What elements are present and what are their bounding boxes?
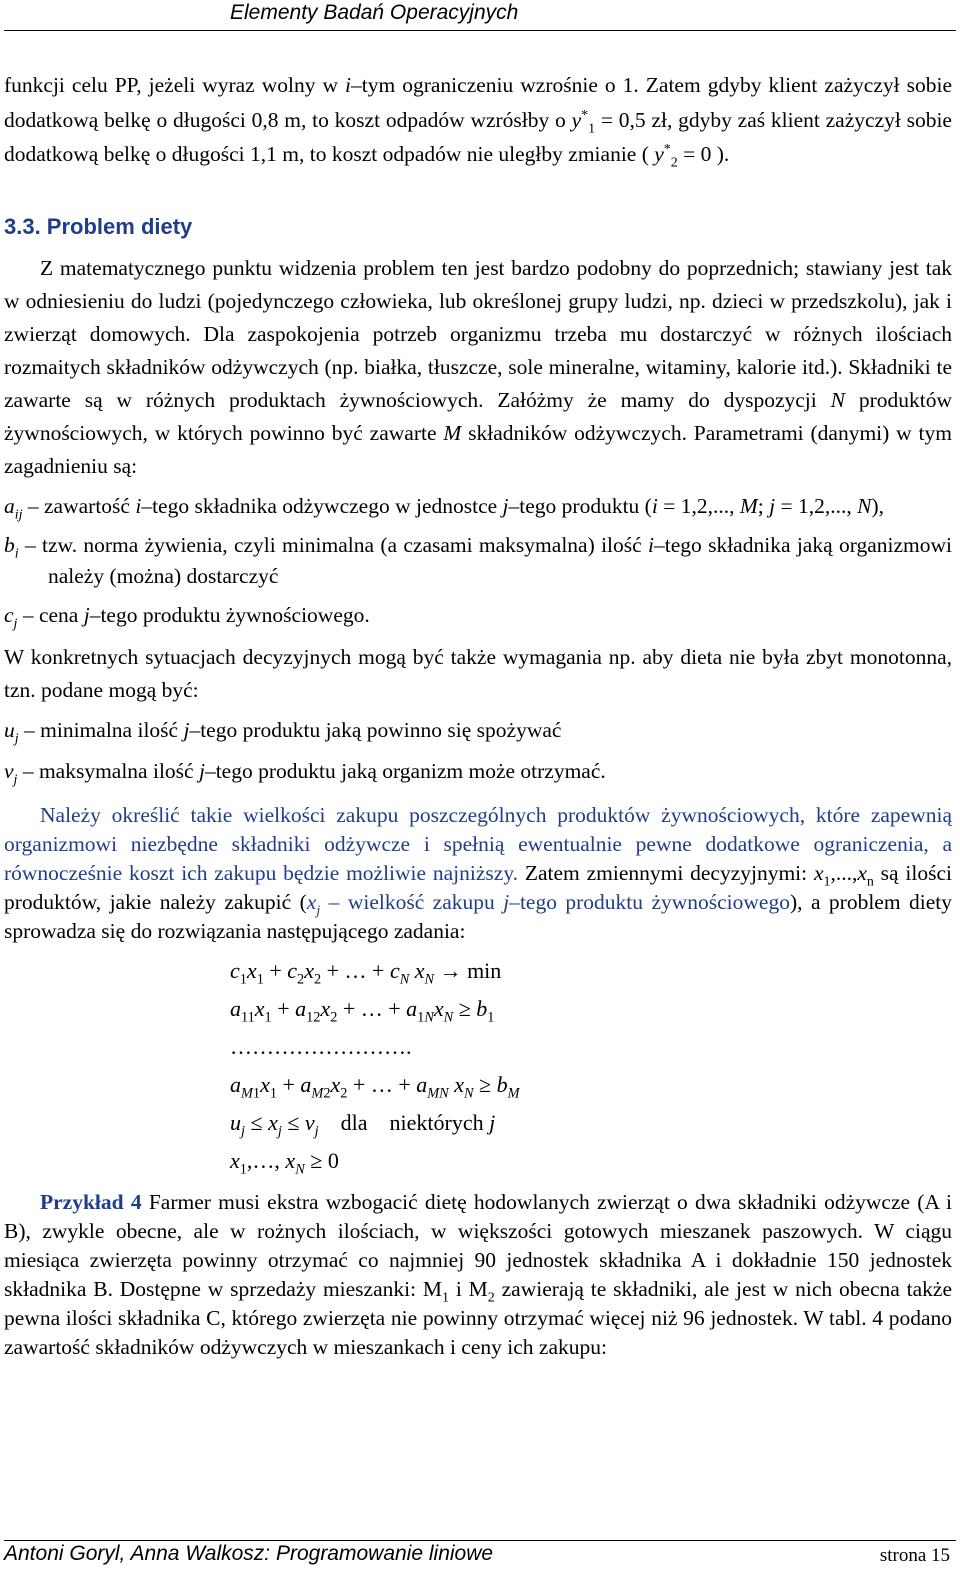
model-bounds: $u_j \le x_j \le v_j$ dla niektórych j	[230, 1109, 496, 1139]
example-paragraph: Przykład 4 Farmer musi ekstra wzbogacić dietę hodowlanych zwierząt o dwa składniki odżywcze (A i B), zwykle obecne, ale w rożnych ilościach, w większości gotowych mieszanek paszowych. W ciągu miesiąca zwierzęta powinny otrzymać co najmniej 90 jednostek składnika A i dokładnie 150 jednostek składnika B. Dostępne w sprzedaży mieszanki: $M_1$ i $M_2$ zawierają te składniki, ale jest w nich obecna także pewna ilości składnika C, którego zwierzęta nie powinny otrzymać więcej niż 96 jednostek. W tabl. 4 podano zawartość składników odżywczych w mieszankach i ceny ich zakupu:	[4, 1189, 953, 1359]
paragraph-problem-description: Z matematycznego punktu widzenia problem ten jest bardzo podobny do poprzednich; stawiany jest tak w odniesieniu do ludzi (pojedynczego człowieka, lub określonej grupy ludzi, np. dzieci w przedszkolu), jak i zwierząt domowych. Dla zaspokojenia potrzeb organizmu trzeba mu dostarczyć w różnych ilościach rozmaitych składników odżywczych (np. białka, tłuszcze, sole mineralne, witaminy, kalorie itd.). Składniki te zawarte są w różnych produktach żywnościowych. Załóżmy że mamy do dyspozycji N produktów żywnościowych, w których powinno być zawarte M składników odżywczych. Parametrami (danymi) w tym zagadnieniu są:	[4, 255, 952, 478]
model-nonnegativity: $x_1,\dots$, $x_N \ge 0$	[230, 1147, 339, 1177]
header-rule	[4, 30, 956, 31]
definition-vj: $v_j$ – maksymalna ilość j–tego produktu jaką organizm może otrzymać.	[4, 758, 606, 787]
footer-authors: Antoni Goryl, Anna Walkosz: Programowanie liniowe	[4, 1542, 494, 1565]
definition-aij: $a_{ij}$ – zawartość i–tego składnika odżywczego w jednostce j–tego produktu (i = 1,2,..., M; j = 1,2,..., N),	[4, 493, 885, 522]
paragraph-objective: Należy określić takie wielkości zakupu poszczególnych produktów żywnościowych, które zapewnią organizmowi niezbędne składniki odżywcze i spełnią ewentualnie pewne dodatkowe ograniczenia, a równocześnie koszt ich zakupu będzie możliwie najniższy. Zatem zmiennymi decyzyjnymi: $x_1,...,x_n$ są ilości produktów, jakie należy zakupić ($x_j$ – wielkość zakupu j–tego produktu żywnościowego), a problem diety sprowadza się do rozwiązania następującego zadania:	[4, 802, 952, 943]
definition-uj: $u_j$ – minimalna ilość j–tego produktu jaką powinno się spożywać	[4, 717, 562, 746]
model-ellipsis: …………………….	[230, 1033, 412, 1059]
parameter-definitions	[4, 491, 952, 631]
definition-cj: $c_j$ – cena j–tego produktu żywnościowego.	[4, 602, 370, 631]
arrow-icon: →	[439, 957, 462, 983]
page-number: strona 15	[879, 1545, 950, 1566]
example-label: Przykład 4	[40, 1189, 142, 1214]
page-content	[4, 68, 952, 1362]
section-title: 3.3. Problem diety	[4, 213, 193, 239]
page-header: Elementy Badań Operacyjnych	[230, 1, 519, 24]
model-constraint-M: $a_{M1}x_1 + a_{M2}x_2$ + … + $a_{MN}$ $x_N \ge b_M$	[230, 1071, 520, 1101]
intro-paragraph: funkcji celu PP, jeżeli wyraz wolny w i–tym ograniczeniu wzrośnie o 1. Zatem gdyby klient zażyczył sobie dodatkową belkę o długości 0,8 m, to koszt odpadów wzrósłby o $y^*_1 = 0,5$ zł, gdyby zaś klient zażyczył sobie dodatkową belkę o długości 1,1 m, to koszt odpadów nie uległby zmianie ( $y^*_2 = 0$ ).	[4, 73, 952, 171]
requirement-definitions	[4, 715, 952, 787]
definition-bi: $b_i$ – tzw. norma żywienia, czyli minimalna (a czasami maksymalna) ilość i–tego składnika jaką organizmowi należy (można) dostarczyć	[4, 532, 953, 588]
model-objective: $c_1x_1 + c_2x_2$ + … + $c_N$ $x_N \to \min$	[230, 957, 502, 987]
model-constraint-1: $a_{11}x_1 + a_{12}x_2$ + … + $a_{1N}x_N \ge b_1$	[230, 995, 495, 1025]
diet-model	[230, 952, 952, 1180]
paragraph-additional-requirements: W konkretnych sytuacjach decyzyjnych mogą być także wymagania np. aby dieta nie była zbyt monotonna, tzn. podane mogą być:	[4, 644, 952, 702]
